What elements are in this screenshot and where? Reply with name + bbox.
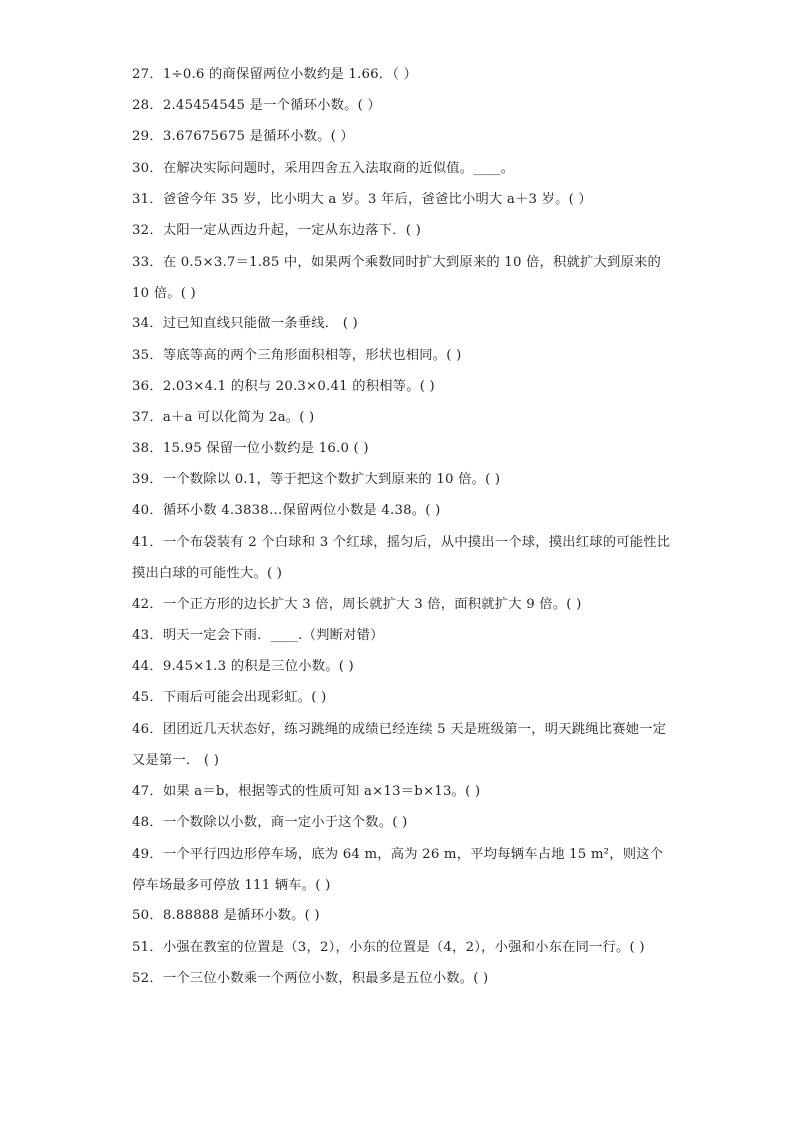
- question-47: 47．如果 a＝b，根据等式的性质可知 a×13＝b×13。( ): [132, 783, 481, 799]
- question-35: 35．等底等高的两个三角形面积相等，形状也相同。( ): [132, 347, 462, 363]
- question-45: 45．下雨后可能会出现彩虹。( ): [132, 690, 327, 706]
- question-32: 32．太阳一定从西边升起，一定从东边落下．( ): [132, 222, 421, 238]
- question-49: 49．一个平行四边形停车场，底为 64 m，高为 26 m，平均每辆车占地 15 m²，则这个停车场最多可停放 111 辆车。( ): [132, 846, 664, 893]
- question-40: 40．循环小数 4.3838…保留两位小数是 4.38。( ): [132, 503, 441, 519]
- question-51: 51．小强在教室的位置是（3，2），小东的位置是（4，2），小强和小东在同一行。( ): [132, 940, 645, 955]
- question-43: 43．明天一定会下雨．____.（判断对错）: [132, 628, 384, 643]
- question-44: 44．9.45×1.3 的积是三位小数。( ): [132, 659, 354, 675]
- question-list: [132, 64, 672, 999]
- question-41: 41．一个布袋装有 2 个白球和 3 个红球，摇匀后，从中摸出一个球，摸出红球的可能性比摸出白球的可能性大。( ): [132, 535, 671, 582]
- question-36: 36．2.03×4.1 的积与 20.3×0.41 的积相等。( ): [132, 378, 435, 394]
- question-37: 37．a＋a 可以化简为 2a。( ): [132, 409, 315, 425]
- question-46: 46．团团近几天状态好，练习跳绳的成绩已经连续 5 天是班级第一，明天跳绳比赛她一定又是第一． ( ): [132, 722, 667, 769]
- question-50: 50．8.88888 是循环小数。( ): [132, 908, 320, 924]
- question-29: 29．3.67675675 是循环小数。( ）: [132, 129, 354, 145]
- question-38: 38．15.95 保留一位小数约是 16.0 ( ): [132, 441, 369, 457]
- question-30: 30．在解决实际问题时，采用四舍五入法取商的近似值。____。: [132, 160, 515, 176]
- question-42: 42．一个正方形的边长扩大 3 倍，周长就扩大 3 倍，面积就扩大 9 倍。( ): [132, 596, 582, 612]
- question-31: 31．爸爸今年 35 岁，比小明大 a 岁。3 年后，爸爸比小明大 a＋3 岁。( ）: [132, 191, 592, 207]
- question-28: 28．2.45454545 是一个循环小数。( ）: [132, 98, 381, 114]
- question-33: 33．在 0.5×3.7＝1.85 中，如果两个乘数同时扩大到原来的 10 倍，积就扩大到原来的 10 倍。( ): [132, 254, 661, 301]
- question-52: 52．一个三位小数乘一个两位小数，积最多是五位小数。( ): [132, 970, 489, 986]
- question-48: 48．一个数除以小数，商一定小于这个数。( ): [132, 814, 408, 830]
- question-39: 39．一个数除以 0.1，等于把这个数扩大到原来的 10 倍。( ): [132, 472, 501, 488]
- question-34: 34．过已知直线只能做一条垂线． ( ): [132, 316, 358, 332]
- question-27: 27．1÷0.6 的商保留两位小数约是 1.66．（ ）: [132, 67, 418, 82]
